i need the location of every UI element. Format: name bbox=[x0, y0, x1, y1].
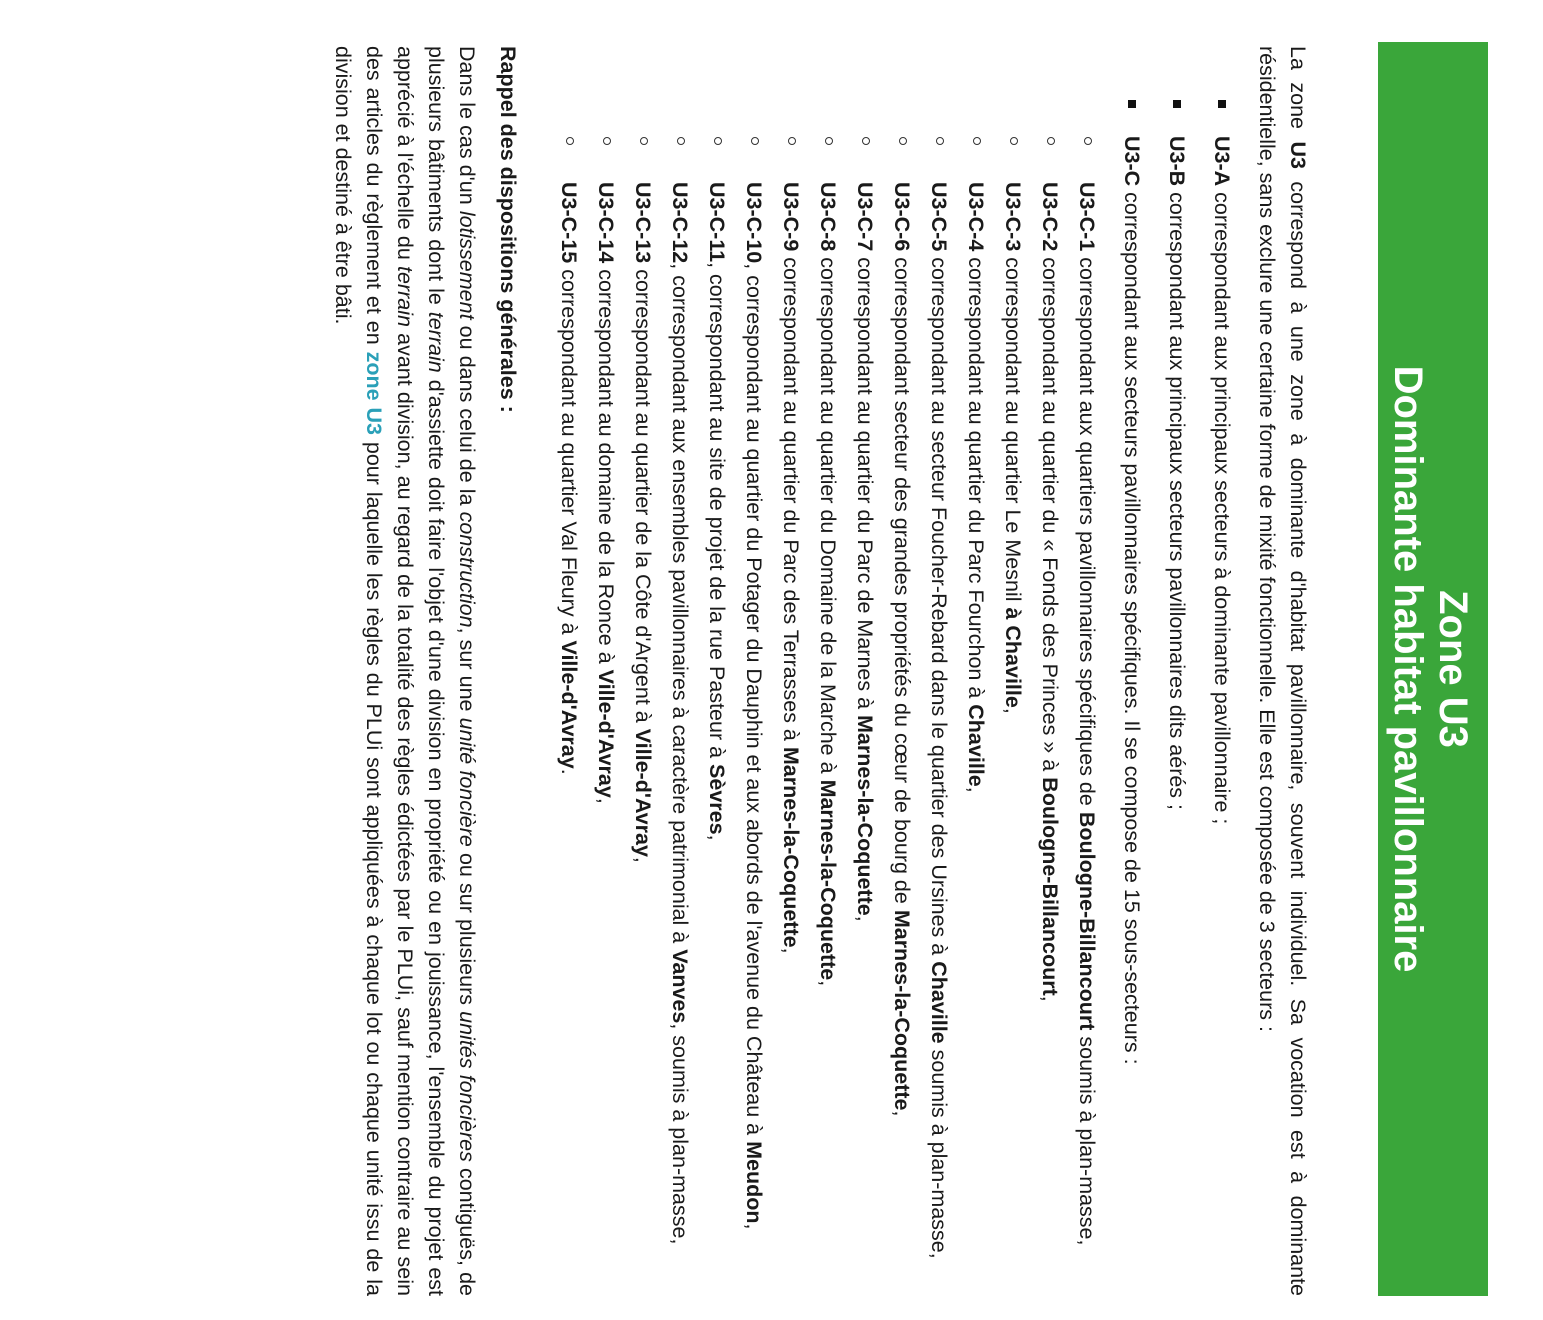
sector-item-u3-a bbox=[1206, 46, 1237, 1296]
term-lotissement: lotissement bbox=[455, 210, 479, 320]
term-construction: construction bbox=[455, 511, 479, 628]
subsector-code: U3-C-12 bbox=[668, 182, 692, 264]
subsector-item-u3-c-12 bbox=[664, 182, 695, 1296]
general-text: d'assiette doit faire l'objet d'une division en propriété ou en jouissance, l'ensemble du projet est apprécié à l'échelle du bbox=[393, 46, 448, 1297]
subsector-text: , correspondant au site de projet de la rue Pasteur à bbox=[705, 262, 729, 765]
subsector-city: Marnes-la-Coquette bbox=[779, 746, 803, 948]
subsector-suffix: , bbox=[964, 786, 988, 793]
document-body bbox=[327, 46, 1313, 1296]
general-text: avant division, au regard de la totalité des règles édictées par le PLUi, sauf mention contraire au sein des articles du règlement et en bbox=[362, 46, 417, 1296]
general-text: , sur une bbox=[455, 627, 479, 718]
subsector-suffix: , bbox=[890, 1110, 914, 1117]
zone-title: Zone U3 bbox=[1431, 590, 1475, 748]
general-text: contiguës, de plusieurs bâtiments dont le bbox=[424, 46, 479, 1297]
circle-bullet-icon bbox=[714, 137, 722, 145]
term-unite-fonciere: unité foncière bbox=[455, 717, 479, 847]
circle-bullet-icon bbox=[973, 137, 981, 145]
subsector-code: U3-C-14 bbox=[594, 182, 618, 264]
subsector-text: correspondant au quartier du « Fonds des Princes » à bbox=[1038, 251, 1062, 778]
sector-code: U3-C bbox=[1120, 136, 1144, 187]
subsector-text: correspondant au quartier du Parc de Marnes à bbox=[853, 251, 877, 716]
subsector-suffix: , bbox=[853, 915, 877, 922]
subsector-suffix: . bbox=[557, 768, 581, 775]
sector-description: correspondant aux principaux secteurs à dominante pavillonnaire ; bbox=[1210, 186, 1234, 825]
circle-bullet-icon bbox=[1084, 137, 1092, 145]
subsector-suffix: , bbox=[705, 834, 729, 841]
subsector-text: correspondant au quartier du Parc Fourchon à bbox=[964, 251, 988, 705]
subsector-code: U3-C-3 bbox=[1001, 182, 1025, 252]
square-bullet-icon bbox=[1173, 100, 1181, 108]
zone-banner bbox=[1378, 42, 1488, 1296]
subsector-item-u3-c-14 bbox=[590, 182, 621, 1296]
subsector-text: correspondant au quartier de la Côte d'Argent à bbox=[631, 263, 655, 729]
subsector-city: Meudon bbox=[742, 1141, 766, 1224]
subsector-item-u3-c-10 bbox=[738, 182, 769, 1296]
general-text: pour laquelle les règles du PLUi sont appliquées à chaque lot ou chaque unité issu de la division et destiné à être bâti. bbox=[331, 46, 386, 1296]
subsector-city: Chaville bbox=[927, 961, 951, 1044]
circle-bullet-icon bbox=[640, 137, 648, 145]
subsector-code: U3-C-5 bbox=[927, 182, 951, 252]
circle-bullet-icon bbox=[603, 137, 611, 145]
subsector-item-u3-c-7 bbox=[849, 182, 880, 1296]
subsector-text: correspondant au secteur Foucher-Rebard dans le quartier des Ursines à bbox=[927, 251, 951, 962]
term-unites-foncieres: unités foncières bbox=[455, 1011, 479, 1162]
subsector-suffix: , bbox=[594, 797, 618, 804]
subsector-suffix: , soumis à plan-masse, bbox=[668, 1023, 692, 1245]
subsector-code: U3-C-8 bbox=[816, 182, 840, 252]
subsector-text: correspondant au quartier du Domaine de la Marche à bbox=[816, 251, 840, 780]
zone-subtitle: Dominante habitat pavillonnaire bbox=[1386, 365, 1430, 973]
subsector-city: à Chaville bbox=[1001, 607, 1025, 708]
subsector-code: U3-C-7 bbox=[853, 182, 877, 252]
circle-bullet-icon bbox=[899, 137, 907, 145]
subsector-text: correspondant secteur des grandes propriétés du cœur de bourg de bbox=[890, 251, 914, 910]
general-text: ou dans celui de la bbox=[455, 319, 479, 512]
subsector-list bbox=[553, 182, 1102, 1296]
general-text: Dans le cas d'un bbox=[455, 46, 479, 211]
subsector-suffix: , bbox=[779, 947, 803, 954]
circle-bullet-icon bbox=[1047, 137, 1055, 145]
subsector-suffix: , bbox=[1001, 707, 1025, 714]
circle-bullet-icon bbox=[825, 137, 833, 145]
subsector-text: correspondant aux quartiers pavillonnaires spécifiques de bbox=[1075, 251, 1099, 812]
circle-bullet-icon bbox=[936, 137, 944, 145]
subsector-city: Marnes-la-Coquette bbox=[853, 715, 877, 916]
subsector-item-u3-c-2 bbox=[1034, 182, 1065, 1296]
square-bullet-icon bbox=[1128, 100, 1136, 108]
subsector-code: U3-C-4 bbox=[964, 182, 988, 252]
subsector-text: , correspondant au quartier du Potager du Dauphin et aux abords de l'avenue du Château à bbox=[742, 263, 766, 1142]
subsector-item-u3-c-3 bbox=[997, 182, 1028, 1296]
subsector-item-u3-c-8 bbox=[812, 182, 843, 1296]
subsector-suffix: soumis à plan-masse, bbox=[1075, 1030, 1099, 1246]
subsector-suffix: , bbox=[742, 1223, 766, 1230]
subsector-item-u3-c-4 bbox=[960, 182, 991, 1296]
subsector-city: Chaville bbox=[964, 704, 988, 787]
subsector-city: Boulogne-Billancourt bbox=[1075, 811, 1099, 1031]
subsector-city: Ville-d'Avray bbox=[594, 669, 618, 798]
intro-text-end: correspond à une zone à dominante d'habitat pavillonnaire, souvent individuel. Sa vocation est à dominante résidentielle, sans exclure une certaine forme de mixité fonctionnelle. Elle est composée de 3 secteurs : bbox=[1255, 46, 1310, 1297]
sector-list bbox=[553, 46, 1237, 1296]
term-terrain: terrain bbox=[393, 266, 417, 327]
subsector-code: U3-C-2 bbox=[1038, 182, 1062, 252]
subsector-city: Vanves bbox=[668, 949, 692, 1024]
general-provisions-heading: Rappel des dispositions générales : bbox=[496, 46, 520, 413]
sector-description: correspondant aux principaux secteurs pavillonnaires dits aérés ; bbox=[1165, 186, 1189, 811]
sector-code: U3-B bbox=[1165, 136, 1189, 187]
intro-text-start: La zone bbox=[1286, 46, 1310, 142]
subsector-code: U3-C-11 bbox=[705, 182, 729, 263]
subsector-city: Marnes-la-Coquette bbox=[890, 909, 914, 1111]
sector-item-u3-c bbox=[553, 46, 1147, 1296]
subsector-suffix: , bbox=[816, 980, 840, 987]
intro-paragraph bbox=[1251, 46, 1313, 1296]
circle-bullet-icon bbox=[1010, 137, 1018, 145]
zone-u3-link[interactable]: zone U3 bbox=[362, 351, 386, 435]
subsector-city: Boulogne-Billancourt bbox=[1038, 777, 1062, 996]
subsector-suffix: , bbox=[1038, 995, 1062, 1002]
subsector-item-u3-c-13 bbox=[627, 182, 658, 1296]
sector-code: U3-A bbox=[1210, 136, 1234, 187]
subsector-suffix: , bbox=[631, 856, 655, 863]
sector-item-u3-b bbox=[1161, 46, 1192, 1296]
subsector-suffix: soumis à plan-masse, bbox=[927, 1043, 951, 1259]
subsector-city: Ville-d'Avray bbox=[631, 728, 655, 857]
subsector-code: U3-C-15 bbox=[557, 182, 581, 264]
subsector-item-u3-c-6 bbox=[886, 182, 917, 1296]
subsector-code: U3-C-13 bbox=[631, 182, 655, 264]
subsector-text: correspondant au quartier Le Mesnil bbox=[1001, 251, 1025, 608]
subsector-item-u3-c-5 bbox=[923, 182, 954, 1296]
intro-zone-code: U3 bbox=[1286, 141, 1310, 169]
term-terrain: terrain bbox=[424, 311, 448, 373]
subsector-text: , correspondant aux ensembles pavillonnaires à caractère patrimonial à bbox=[668, 263, 692, 950]
sector-description: correspondant aux secteurs pavillonnaires spécifiques. Il se compose de 15 sous-secteurs : bbox=[1120, 186, 1144, 1065]
subsector-text: correspondant au quartier du Parc des Terrasses à bbox=[779, 251, 803, 747]
subsector-item-u3-c-1 bbox=[1071, 182, 1102, 1296]
circle-bullet-icon bbox=[862, 137, 870, 145]
subsector-item-u3-c-11 bbox=[701, 182, 732, 1296]
subsector-text: correspondant au domaine de la Ronce à bbox=[594, 263, 618, 670]
subsector-city: Sèvres bbox=[705, 764, 729, 835]
circle-bullet-icon bbox=[751, 137, 759, 145]
square-bullet-icon bbox=[1218, 100, 1226, 108]
subsector-item-u3-c-15 bbox=[553, 182, 584, 1296]
subsector-code: U3-C-9 bbox=[779, 182, 803, 252]
general-provisions-paragraph bbox=[327, 46, 482, 1296]
subsector-city: Ville-d'Avray bbox=[557, 640, 581, 769]
subsector-container bbox=[553, 182, 1102, 1296]
circle-bullet-icon bbox=[566, 137, 574, 145]
circle-bullet-icon bbox=[788, 137, 796, 145]
subsector-text: correspondant au quartier Val Fleury à bbox=[557, 263, 581, 641]
general-text: ou sur plusieurs bbox=[455, 846, 479, 1012]
subsector-city: Marnes-la-Coquette bbox=[816, 779, 840, 981]
subsector-code: U3-C-10 bbox=[742, 182, 766, 264]
circle-bullet-icon bbox=[677, 137, 685, 145]
subsector-code: U3-C-6 bbox=[890, 182, 914, 252]
subsector-code: U3-C-1 bbox=[1075, 182, 1099, 252]
subsector-item-u3-c-9 bbox=[775, 182, 806, 1296]
